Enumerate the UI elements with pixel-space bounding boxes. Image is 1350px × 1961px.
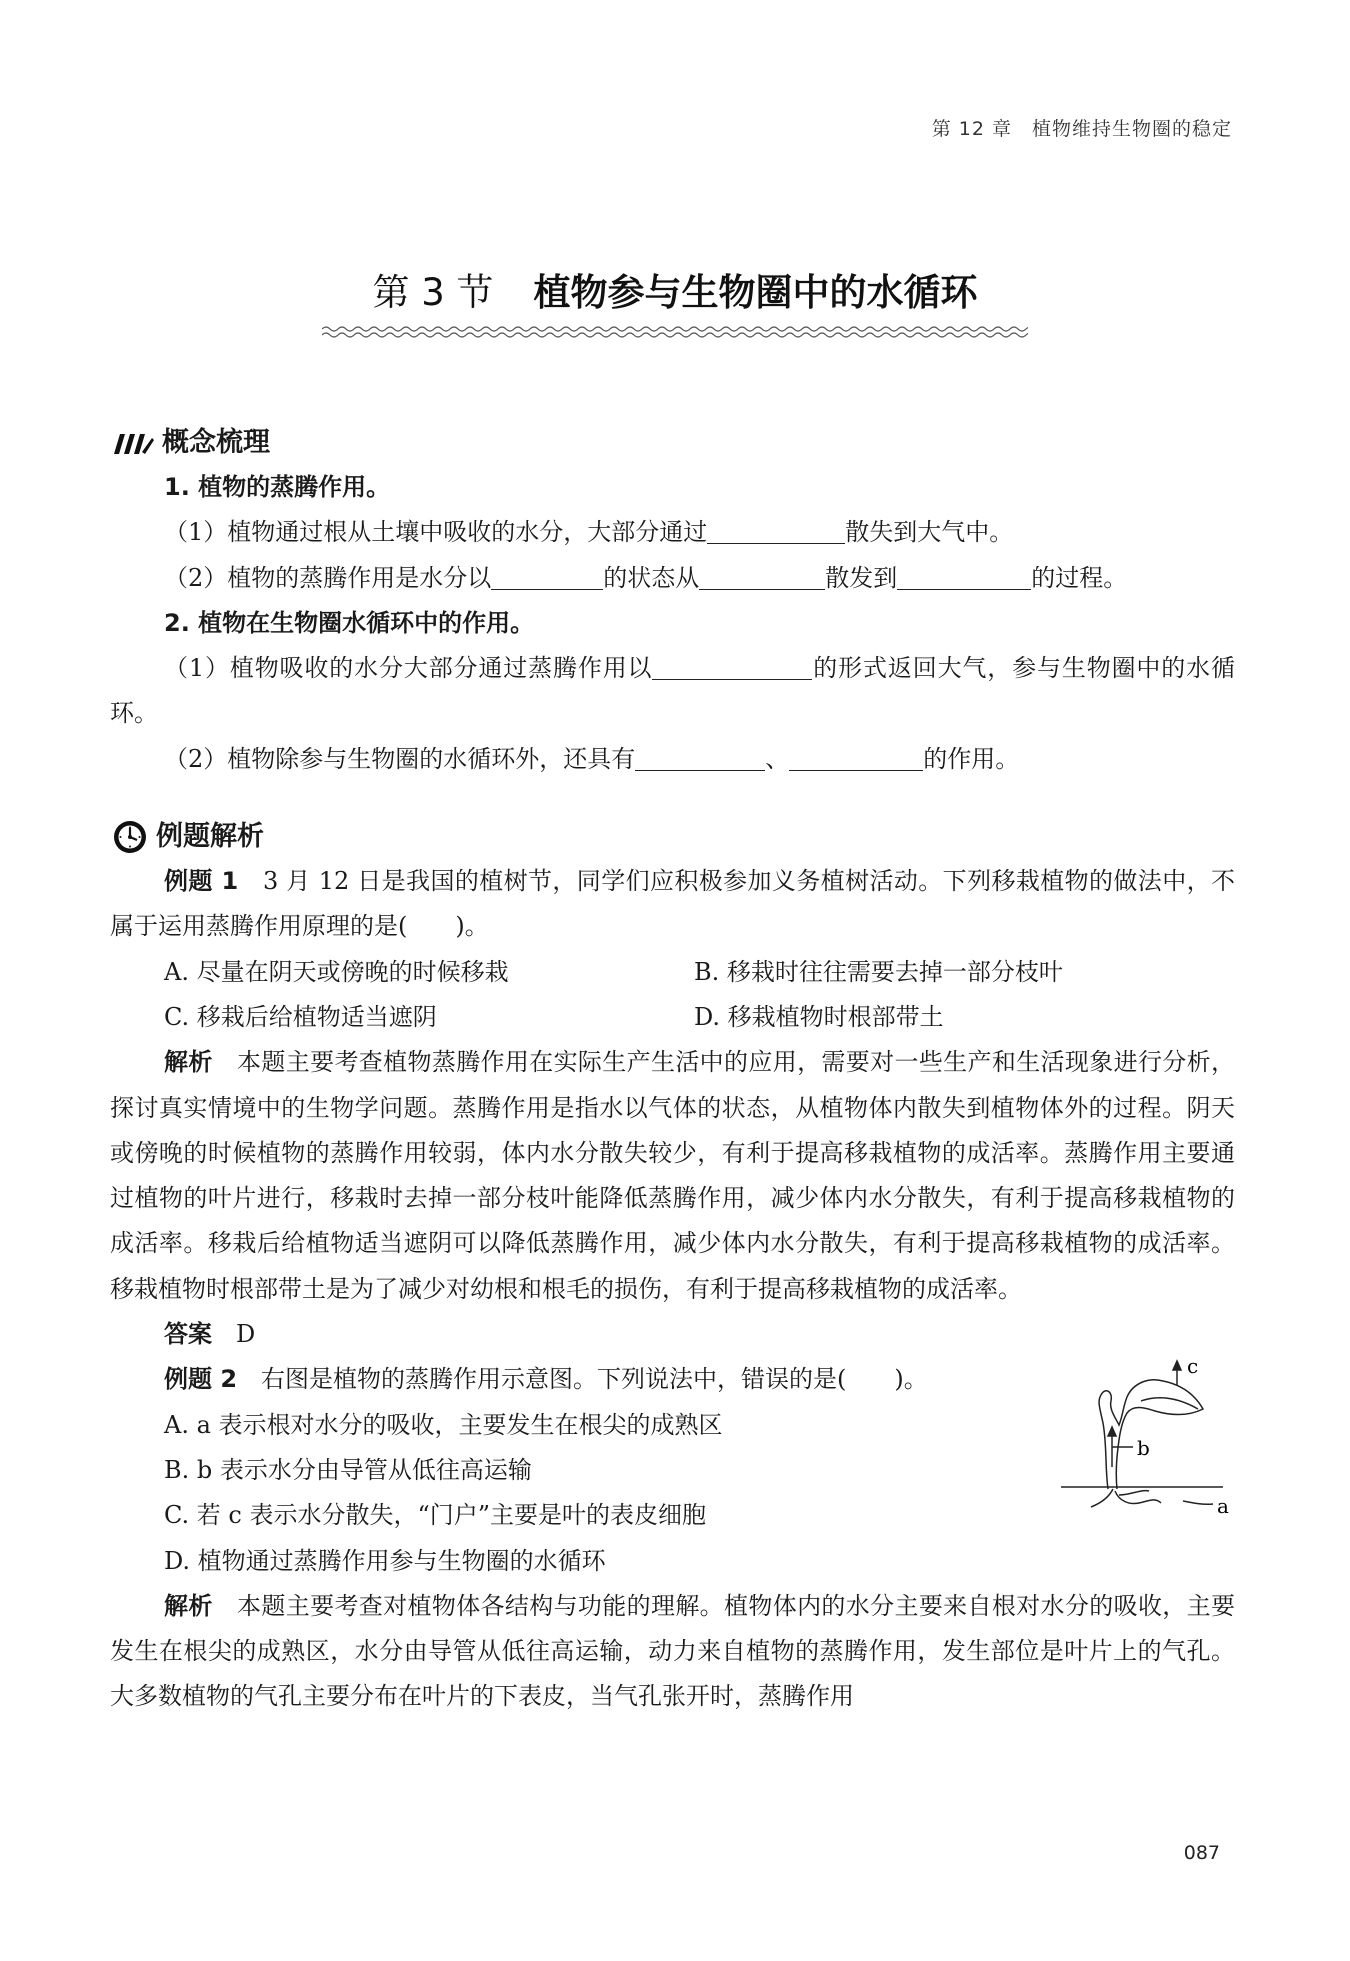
example-2-option-a[interactable]: A. a 表示根对水分的吸收，主要发生在根尖的成熟区 [164,1410,723,1439]
example-1-option-a[interactable]: A. 尽量在阴天或傍晚的时候移栽 [164,957,509,986]
clock-badge-icon [112,819,148,855]
page-content [110,420,1235,1720]
fill-blank[interactable] [707,515,845,544]
fill-blank[interactable] [635,742,765,771]
concept-q2-2: （2）植物除参与生物圈的水循环外，还具有 、 的作用。 [110,737,1235,782]
title-underline-ornament [322,325,1028,339]
section-title [0,262,1350,316]
example-1-answer: 答案 D [164,1320,256,1349]
concept-heading-text: 概念梳理 [162,426,270,458]
example-2-analysis: 解析 本题主要考查对植物体各结构与功能的理解。植物体内的水分主要来自根对水分的吸收，主要发生在根尖的成熟区，水分由导管从低往高运输，动力来自植物的蒸腾作用，发生部位是叶片上的气孔。大多数植物的气孔主要分布在叶片的下表皮，当气孔张开时，蒸腾作用 [110,1591,1236,1711]
example-2-option-d[interactable]: D. 植物通过蒸腾作用参与生物圈的水循环 [164,1546,606,1575]
examples-heading [112,814,1235,859]
water-arrow-c-head [1173,1361,1181,1370]
concept-q2-1: （1）植物吸收的水分大部分通过蒸腾作用以 的形式返回大气，参与生物圈中的水循环。 [110,646,1235,737]
diagram-label-b: b [1137,1436,1150,1461]
fill-blank[interactable] [897,561,1031,590]
example-1-option-d[interactable]: D. 移栽植物时根部带土 [694,1002,944,1031]
fill-blank[interactable] [652,651,812,680]
water-arrow-b-head [1108,1427,1116,1436]
concept-item-2: 2. 植物在生物圈水循环中的作用。 [164,608,535,637]
example-1-option-c[interactable]: C. 移栽后给植物适当遮阴 [164,1002,437,1031]
diagram-label-c: c [1187,1357,1199,1379]
running-header: 第 12 章 植物维持生物圈的稳定 [931,118,1232,140]
example-2-block [110,1357,1235,1583]
example-1-analysis: 解析 本题主要考查植物蒸腾作用在实际生产生活中的应用，需要对一些生产和生活现象进行分析，探讨真实情境中的生物学问题。蒸腾作用是指水以气体的状态，从植物体内散失到植物体外的过程。阴天或傍晚的时候植物的蒸腾作用较弱，体内水分散失较少，有利于提高移栽植物的成活率。蒸腾作用主要通过植物的叶片进行，移栽时去掉一部分枝叶能降低蒸腾作用，减少体内水分散失，有利于提高移栽植物的成活率。移栽后给植物适当遮阴可以降低蒸腾作用，减少体内水分散失，有利于提高移栽植物的成活率。移栽植物时根部带土是为了减少对幼根和根毛的损伤，有利于提高移栽植物的成活率。 [110,1048,1236,1303]
examples-heading-text: 例题解析 [156,820,264,852]
concept-item-1: 1. 植物的蒸腾作用。 [164,473,391,501]
page-number: 087 [1183,1842,1220,1864]
example-1-option-b[interactable]: B. 移栽时往往需要去掉一部分枝叶 [694,957,1063,986]
example-1-stem: 例题 1 3 月 12 日是我国的植树节，同学们应积极参加义务植树活动。下列移栽植物的做法中，不属于运用蒸腾作用原理的是( )。 [110,867,1235,941]
example-1-options [110,950,1235,1041]
diagram-label-a: a [1217,1494,1229,1519]
fill-blank[interactable] [699,561,825,590]
concept-q1-1: （1）植物通过根从土壤中吸收的水分，大部分通过 散失到大气中。 [110,510,1235,555]
transpiration-diagram [1053,1357,1233,1532]
leaf-vein [1141,1398,1198,1409]
example-2-option-c[interactable]: C. 若 c 表示水分散失，“门户”主要是叶的表皮细胞 [164,1501,707,1530]
water-arrow-a-line [1183,1501,1213,1504]
pencil-stripes-icon [112,430,154,456]
example-2-stem: 例题 2 右图是植物的蒸腾作用示意图。下列说法中，错误的是( )。 [164,1365,928,1394]
section-number: 第 3 节 [372,271,494,314]
section-name: 植物参与生物圈中的水循环 [533,271,978,314]
concept-heading [112,420,1235,465]
fill-blank[interactable] [789,742,923,771]
fill-blank[interactable] [491,561,603,590]
example-2-option-b[interactable]: B. b 表示水分由导管从低往高运输 [164,1455,532,1484]
concept-q1-2: （2）植物的蒸腾作用是水分以 的状态从 散发到 的过程。 [110,556,1235,601]
roots [1091,1489,1161,1507]
